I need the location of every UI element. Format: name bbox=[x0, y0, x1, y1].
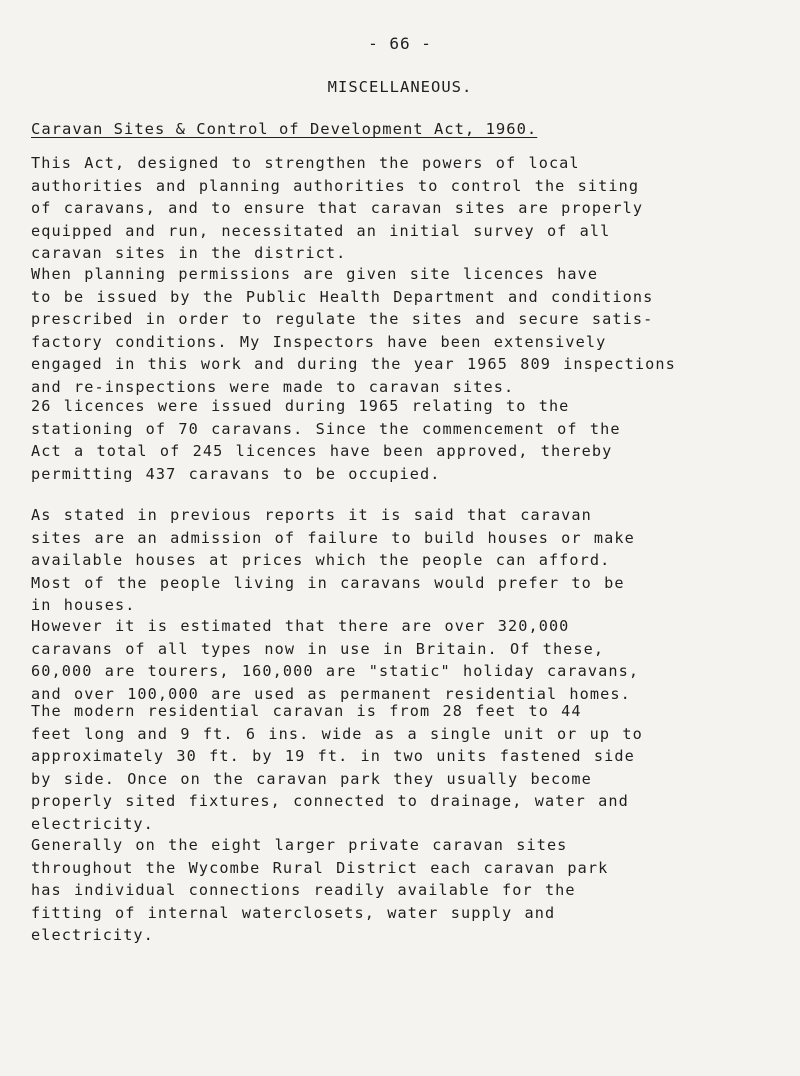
section-heading: MISCELLANEOUS. bbox=[327, 78, 473, 96]
paragraph-private-sites bbox=[31, 834, 796, 947]
text-line: This Act, designed to strengthen the powers of local bbox=[31, 154, 580, 172]
paragraph-previous-reports bbox=[31, 504, 796, 617]
text-line: to be issued by the Public Health Department and conditions bbox=[31, 287, 654, 306]
paragraph-licence-counts bbox=[31, 395, 796, 485]
text-line: feet long and 9 ft. 6 ins. wide as a single unit or up to bbox=[31, 724, 643, 743]
text-line: electricity. bbox=[31, 926, 154, 945]
paragraph-caravan-estimates bbox=[31, 615, 796, 705]
text-line: sites are an admission of failure to build houses or make bbox=[31, 528, 635, 547]
text-line: Generally on the eight larger private caravan sites bbox=[31, 836, 568, 854]
page-number: - 66 - bbox=[368, 34, 432, 53]
text-line: When planning permissions are given site licences have bbox=[31, 265, 599, 283]
text-line: prescribed in order to regulate the sites and secure satis- bbox=[31, 310, 654, 329]
text-line: As stated in previous reports it is said that caravan bbox=[31, 506, 592, 524]
text-line: by side. Once on the caravan park they usually become bbox=[31, 769, 592, 788]
text-line: fitting of internal waterclosets, water supply and bbox=[31, 903, 556, 922]
text-line: throughout the Wycombe Rural District each caravan park bbox=[31, 858, 609, 877]
text-line: authorities and planning authorities to control the siting bbox=[31, 176, 640, 195]
text-line: Most of the people living in caravans would prefer to be bbox=[31, 573, 625, 592]
text-line: equipped and run, necessitated an initial survey of all bbox=[31, 221, 611, 240]
paragraph-site-licences bbox=[31, 263, 796, 399]
text-line: permitting 437 caravans to be occupied. bbox=[31, 464, 441, 483]
text-line: engaged in this work and during the year 1965 809 inspections bbox=[31, 355, 676, 374]
text-line: has individual connections readily available for the bbox=[31, 881, 576, 900]
text-line: of caravans, and to ensure that caravan sites are properly bbox=[31, 199, 644, 218]
text-line: in houses. bbox=[31, 596, 136, 615]
text-line: The modern residential caravan is from 28 feet to 44 bbox=[31, 702, 582, 720]
text-line: electricity. bbox=[31, 814, 154, 833]
act-subheading: Caravan Sites & Control of Development Act, 1960. bbox=[31, 120, 538, 138]
text-line: Act a total of 245 licences have been approved, thereby bbox=[31, 442, 613, 461]
text-line: and over 100,000 are used as permanent residential homes. bbox=[31, 684, 631, 703]
text-line: 26 licences were issued during 1965 relating to the bbox=[31, 397, 570, 415]
text-line: 60,000 are tourers, 160,000 are "static" holiday caravans, bbox=[31, 662, 640, 681]
text-line: However it is estimated that there are over 320,000 bbox=[31, 617, 570, 635]
text-line: factory conditions. My Inspectors have been extensively bbox=[31, 332, 607, 351]
paragraph-act-purpose bbox=[31, 152, 796, 265]
text-line: caravan sites in the district. bbox=[31, 244, 347, 263]
text-line: stationing of 70 caravans. Since the commencement of the bbox=[31, 419, 621, 438]
text-line: available houses at prices which the people can afford. bbox=[31, 551, 611, 570]
text-line: properly sited fixtures, connected to drainage, water and bbox=[31, 792, 629, 811]
text-line: and re-inspections were made to caravan sites. bbox=[31, 377, 515, 396]
text-line: approximately 30 ft. by 19 ft. in two units fastened side bbox=[31, 747, 635, 766]
text-line: caravans of all types now in use in Britain. Of these, bbox=[31, 639, 605, 658]
paragraph-modern-caravan bbox=[31, 700, 796, 836]
